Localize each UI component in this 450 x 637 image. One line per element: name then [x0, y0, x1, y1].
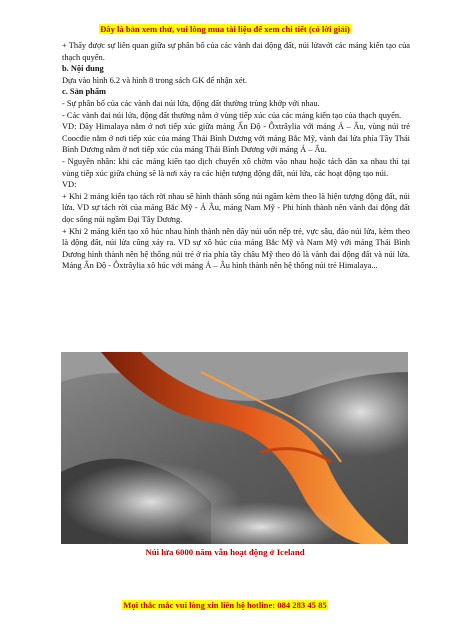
section-heading-content: b. Nội dung	[62, 64, 104, 74]
figure-caption: Núi lửa 6000 năm vẫn hoạt động ở Iceland	[145, 547, 305, 557]
section-heading-product: c. Sản phẩm	[62, 87, 106, 97]
paragraph: VD:	[62, 180, 77, 190]
paragraph: VD: Dãy Himalaya nằm ở nơi tiếp xúc giữa mảng Ấn Độ - Ôxtrâylia với mảng Á – Âu, vùng núi trẻ Coocđie nằm ở nơi tiếp xúc của mảng Thái Bình Dương với mảng Bắc Mỹ, vành đai lửa phía Tây Thái Bình Dương nằm ở nơi tiếp xúc của mảng Thái Bình Dương với mảng Á – Âu.	[62, 122, 410, 155]
paragraph: + Thấy được sự liên quan giữa sự phân bố của các vành đai động đất, núi lửavới các mảng kiến tạo của thạch quyển.	[62, 41, 410, 62]
hotline-notice	[0, 600, 450, 610]
preview-notice-text: Đây là bản xem thử, vui lòng mua tài liệu để xem chi tiết (có lời giải)	[100, 24, 350, 34]
paragraph: Dựa vào hình 6.2 và hình 8 trong sách GK để nhận xét.	[62, 75, 248, 85]
hotline-notice-text: Mọi thắc mắc vui lòng xin liên hệ hotline: 084 283 45 85	[123, 600, 327, 610]
paragraph: + Khi 2 mảng kiến tạo tách rời nhau sẽ hình thành sống núi ngầm kèm theo là hiện tượng động đất, núi lửa. VD sự tách rời của mảng Bắc Mỹ - Á Âu, mảng Nam Mỹ - Phi hình thành nên vành đai động đất dọc sống núi ngầm Đại Tây Dương.	[62, 191, 410, 224]
lava-photo	[61, 352, 408, 544]
paragraph: - Các vành đai núi lửa, động đất thường nằm ở vùng tiếp xúc của các mảng kiến tạo của thạch quyển.	[62, 110, 402, 120]
document-body	[62, 40, 410, 272]
paragraph: - Nguyên nhân: khi các mảng kiến tạo dịch chuyển xô chờm vào nhau hoặc tách dãn xa nhau thì tại vùng tiếp xúc giữa chúng sẽ là nơi xảy ra các hiện tượng động đất, núi lửa, các hoạt động tạo núi.	[62, 156, 410, 178]
paragraph: + Khi 2 mảng kiến tạo xô húc nhau hình thành nên dãy núi uốn nếp trẻ, vực sâu, đảo núi lửa, kèm theo là động đất, núi lửa cũng xảy ra. VD sự xô húc của mảng Bắc Mỹ và Nam Mỹ với mảng Thái Bình Dương hình thành nên hệ thống núi trẻ ở rìa phía tây châu Mỹ theo đó là vành đai động đất và núi lửa. Mảng Ấn Độ - Ôxtrâylia xô húc với mảng Á – Âu hình thành nên hệ thống núi trẻ Himalaya...	[62, 226, 410, 271]
paragraph: - Sự phân bố của các vành đai núi lửa, động đất thường trùng khớp với nhau.	[62, 98, 320, 108]
preview-notice	[0, 24, 450, 34]
